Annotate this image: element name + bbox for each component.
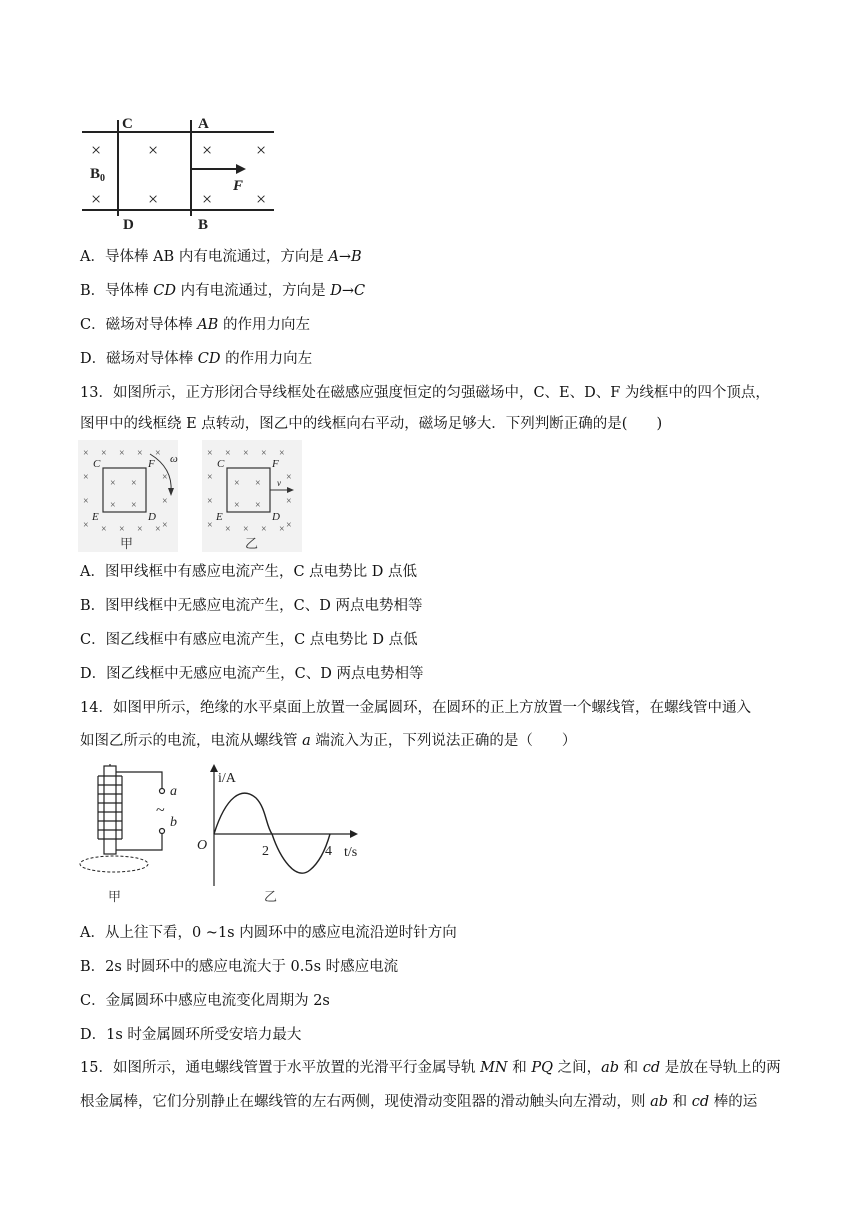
label-f: F [148, 458, 155, 470]
q15-text: 之间， [552, 1060, 602, 1076]
current-curve [214, 793, 330, 873]
svg-text:×: × [234, 500, 240, 511]
q15-stem-line1 [80, 1058, 781, 1078]
q15-text: 和 [507, 1060, 532, 1076]
q15-stem-line2 [80, 1092, 757, 1112]
ac-symbol: ~ [156, 802, 165, 819]
q15-em: ab [650, 1094, 669, 1110]
q12-option-d-text: 的作用力向左 [220, 351, 313, 367]
label-e: E [92, 511, 99, 523]
label-v: v [277, 478, 281, 488]
svg-text:×: × [137, 524, 143, 535]
svg-text:×: × [110, 478, 116, 489]
label-c: C [93, 458, 101, 470]
q15-em: cd [642, 1060, 661, 1076]
q13-option-c: C．图乙线框中有感应电流产生，C 点电势比 D 点低 [80, 632, 418, 648]
label-d: D [123, 217, 134, 232]
svg-text:×: × [279, 524, 285, 535]
svg-text:×: × [207, 496, 213, 507]
q12-option-b [80, 281, 365, 301]
label-omega: ω [170, 453, 178, 465]
q14-stem-text: 如图乙所示的电流，电流从螺线管 [80, 733, 303, 749]
caption-jia: 甲 [108, 889, 122, 904]
q15-em: PQ [531, 1060, 553, 1076]
field-cross: × [256, 140, 267, 160]
svg-text:×: × [279, 448, 285, 459]
q14-option-b: B．2s 时圆环中的感应电流大于 0.5s 时感应电流 [80, 959, 399, 975]
q14-option-a: A．从上往下看，0 ~1s 内圆环中的感应电流沿逆时针方向 [80, 925, 457, 941]
svg-text:×: × [83, 520, 89, 531]
label-e: E [216, 511, 223, 523]
field-cross: × [202, 189, 213, 209]
svg-text:×: × [261, 524, 267, 535]
q14-figure [74, 758, 374, 908]
q12-option-c-text: C．磁场对导体棒 [80, 317, 198, 333]
q15-text: 和 [619, 1060, 643, 1076]
y-axis-arrow [210, 764, 218, 772]
svg-text:×: × [137, 448, 143, 459]
q12-option-b-em: CD [153, 283, 176, 299]
q12-option-b-em: D→C [330, 283, 366, 299]
q14-option-c: C．金属圆环中感应电流变化周期为 2s [80, 993, 330, 1009]
svg-text:×: × [162, 472, 168, 483]
svg-text:×: × [207, 520, 213, 531]
q12-option-a-em: A→B [328, 249, 362, 265]
terminal-a: a [170, 784, 177, 799]
svg-text:×: × [131, 478, 137, 489]
svg-text:×: × [243, 448, 249, 459]
q12-option-d-text: D．磁场对导体棒 [80, 351, 198, 367]
q15-text: 15．如图所示，通电螺线管置于水平放置的光滑平行金属导轨 [80, 1060, 481, 1076]
force-arrowhead [236, 164, 246, 174]
field-cross: × [256, 189, 267, 209]
q12-option-c-em: AB [197, 317, 219, 333]
q15-em: ab [601, 1060, 620, 1076]
tick-2: 2 [262, 844, 269, 859]
label-f: F [272, 458, 279, 470]
q14-stem-line1: 14．如图甲所示，绝缘的水平桌面上放置一金属圆环，在圆环的正上方放置一个螺线管，在螺线管中通入 [80, 700, 751, 716]
svg-text:×: × [225, 448, 231, 459]
x-axis-label: t/s [344, 845, 358, 860]
q12-option-c [80, 315, 310, 335]
svg-text:×: × [286, 496, 292, 507]
caption-jia: 甲 [120, 536, 134, 551]
q12-option-d [80, 349, 312, 369]
svg-text:×: × [234, 478, 240, 489]
svg-text:×: × [110, 500, 116, 511]
field-cross: × [202, 140, 213, 160]
terminal-b: b [170, 815, 177, 830]
q14-stem-text: 端流入为正，下列说法正确的是（ ） [310, 733, 577, 749]
svg-text:×: × [119, 448, 125, 459]
label-d: D [272, 511, 280, 523]
q13-option-a: A．图甲线框中有感应电流产生，C 点电势比 D 点低 [80, 564, 418, 580]
tick-4: 4 [325, 844, 332, 859]
svg-text:×: × [83, 472, 89, 483]
svg-text:×: × [207, 472, 213, 483]
q15-em: cd [691, 1094, 710, 1110]
field-cross: × [91, 189, 102, 209]
label-c: C [217, 458, 225, 470]
origin-label: O [197, 838, 208, 853]
figure-rails-magnetic-field [78, 112, 298, 232]
label-c: C [122, 116, 133, 132]
q15-text: 棒的运 [709, 1094, 758, 1110]
q14-option-d: D．1s 时金属圆环所受安培力最大 [80, 1027, 302, 1043]
q15-text: 根金属棒，它们分别静止在螺线管的左右两侧，现使滑动变阻器的滑动触头向左滑动，则 [80, 1094, 651, 1110]
label-a: A [198, 116, 209, 132]
caption-yi: 乙 [245, 536, 259, 551]
y-axis-label: i/A [218, 771, 236, 786]
svg-text:×: × [255, 478, 261, 489]
metal-ring [80, 856, 148, 872]
q12-option-c-text: 的作用力向左 [218, 317, 310, 333]
svg-text:×: × [101, 448, 107, 459]
q13-figure [78, 440, 302, 552]
field-cross: × [148, 189, 159, 209]
q15-em: MN [480, 1060, 508, 1076]
svg-text:×: × [131, 500, 137, 511]
field-cross: × [91, 140, 102, 160]
x-axis-arrow [350, 830, 358, 838]
q12-option-a-text: A．导体棒 AB 内有电流通过，方向是 [80, 249, 329, 265]
svg-text:×: × [155, 448, 161, 459]
svg-text:×: × [207, 448, 213, 459]
svg-text:×: × [83, 448, 89, 459]
svg-text:×: × [162, 496, 168, 507]
q15-text: 和 [668, 1094, 692, 1110]
svg-text:×: × [255, 500, 261, 511]
q13-stem-line1: 13．如图所示，正方形闭合导线框处在磁感应强度恒定的匀强磁场中，C、E、D、F 为线框中的四个顶点， [80, 385, 770, 401]
svg-text:×: × [155, 524, 161, 535]
q14-stem-em: a [302, 733, 311, 749]
svg-text:×: × [243, 524, 249, 535]
svg-text:×: × [286, 520, 292, 531]
q12-option-d-em: CD [197, 351, 221, 367]
svg-text:×: × [101, 524, 107, 535]
q13-option-d: D．图乙线框中无感应电流产生，C、D 两点电势相等 [80, 666, 424, 682]
caption-yi: 乙 [264, 889, 278, 904]
svg-text:×: × [119, 524, 125, 535]
q12-option-a [80, 247, 362, 267]
q13-option-b: B．图甲线框中无感应电流产生，C、D 两点电势相等 [80, 598, 423, 614]
q13-stem-line2: 图甲中的线框绕 E 点转动，图乙中的线框向右平动，磁场足够大．下列判断正确的是( ) [80, 416, 663, 432]
svg-text:×: × [162, 520, 168, 531]
svg-text:×: × [261, 448, 267, 459]
svg-text:×: × [83, 496, 89, 507]
q15-text: 是放在导轨上的两 [660, 1060, 781, 1076]
label-d: D [148, 511, 156, 523]
label-f: F [233, 178, 244, 194]
q14-stem-line2 [80, 731, 576, 751]
solenoid [98, 764, 165, 854]
q12-option-b-text: B．导体棒 [80, 283, 154, 299]
label-b: B [198, 217, 209, 232]
label-b0: $B_0$ [90, 166, 106, 184]
field-cross: × [148, 140, 159, 160]
svg-text:×: × [225, 524, 231, 535]
svg-text:×: × [286, 472, 292, 483]
q12-option-b-text: 内有电流通过，方向是 [176, 283, 331, 299]
